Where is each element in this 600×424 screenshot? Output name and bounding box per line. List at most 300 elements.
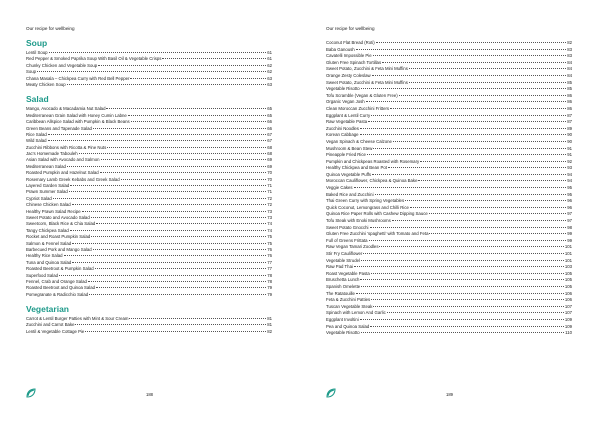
dot-leader (360, 279, 563, 280)
toc-entry (326, 132, 572, 139)
dot-leader (360, 134, 567, 135)
entry-title: Jac's Homemade Tabouleh (26, 151, 78, 157)
dot-leader (354, 187, 567, 188)
dot-leader (372, 174, 566, 175)
entry-page-number: 103 (564, 264, 572, 270)
entry-title: Asian Salad with Avocado and Salmon (26, 157, 100, 163)
entry-title: Cavatelli Impossible Pie (326, 53, 372, 59)
toc-entry (326, 211, 572, 218)
dot-leader (69, 191, 266, 192)
entry-page-number: 69 (267, 157, 272, 163)
right-page (300, 0, 600, 424)
toc-entry (326, 86, 572, 93)
entry-title: The Ratatouille (326, 290, 355, 296)
entry-title: Baba Ganoush (326, 46, 355, 52)
dot-leader (121, 179, 267, 180)
entry-title: Roast Vegetable Pasta (326, 270, 370, 276)
entry-title: Pumpkin and Chickpeas Roasted with Rosemary (326, 158, 420, 164)
toc-entry (326, 330, 572, 337)
toc-entry (326, 40, 572, 47)
entry-title: Stir Fry Cauliflower (326, 251, 363, 256)
entry-page-number: 107 (564, 310, 572, 316)
toc-entry (326, 172, 572, 179)
entry-title: Lentil Soup (26, 50, 48, 55)
toc-entry (326, 165, 572, 172)
dot-leader (82, 211, 267, 212)
dot-leader (72, 243, 266, 244)
entry-title: Zucchini and Carrot Bake (26, 322, 75, 328)
entry-page-number: 71 (267, 183, 272, 189)
entry-title: Tuna and Quinoa Salad (26, 259, 72, 265)
entry-title: Rosemary Lamb Greek Kebabs and Greek Salad (26, 176, 120, 182)
entry-title: Eggplant & Lentil Curry (326, 112, 371, 118)
entry-page-number: 109 (564, 323, 572, 329)
dot-leader (373, 148, 566, 149)
entry-page-number: 67 (267, 131, 272, 137)
entry-title: Sweet Potato and Avocado Salad (26, 214, 90, 220)
running-header: Our recipe for wellbeing (326, 26, 375, 31)
entry-title: Cypriot Salad (26, 195, 52, 201)
entry-page-number: 63 (267, 75, 272, 81)
entry-title: Salmon & Fennel Salad (26, 240, 72, 246)
entry-title: Spinach with Lemon And Garlic (326, 310, 386, 316)
entry-page-number: 66 (267, 119, 272, 125)
entry-title: Healthy Rice Salad (26, 253, 63, 259)
entry-title: Pineapple Fried Rice (326, 152, 366, 158)
entry-title: Clean Moroccan Zucchini Fritters (326, 105, 390, 111)
toc-entry (326, 317, 572, 324)
entry-page-number: 93 (567, 165, 572, 171)
toc-entry (326, 152, 572, 159)
dot-leader (366, 101, 567, 102)
dot-leader (360, 128, 566, 129)
dot-leader (96, 287, 266, 288)
entry-title: Raw Vegan Tamari Zoodles (326, 244, 379, 250)
entry-page-number: 72 (267, 195, 272, 201)
dot-leader (361, 332, 564, 333)
entry-page-number: 66 (267, 125, 272, 131)
toc-entry (326, 225, 572, 232)
entry-page-number: 91 (567, 145, 572, 151)
entry-page-number: 90 (567, 138, 572, 144)
entry-page-number: 61 (267, 50, 272, 55)
entry-page-number: 91 (567, 152, 572, 158)
section-heading: Soup (26, 38, 48, 48)
entry-page-number: 95 (567, 185, 572, 191)
entry-page-number: 67 (267, 138, 272, 144)
dot-leader (129, 318, 266, 319)
dot-leader (101, 159, 267, 160)
entry-title: Lentil & Vegetable Cottage Pie (26, 328, 85, 334)
toc-entry (326, 258, 572, 265)
entry-title: Tangy Chickpea Salad (26, 227, 69, 233)
entry-title: Feta & Zucchini Patties (326, 297, 371, 303)
dot-leader (53, 198, 266, 199)
dot-leader (130, 78, 266, 79)
dot-leader (371, 273, 564, 274)
entry-page-number: 85 (567, 79, 572, 85)
dot-leader (93, 249, 267, 250)
toc-entry (326, 291, 572, 298)
entry-page-number: 86 (567, 92, 572, 98)
dot-leader (376, 42, 567, 43)
dot-leader (382, 62, 566, 63)
toc-entry (26, 292, 272, 298)
toc-entry (326, 73, 572, 80)
entry-page-number: 90 (567, 132, 572, 138)
dot-leader (367, 154, 566, 155)
dot-leader (70, 185, 266, 186)
dot-leader (91, 236, 266, 237)
dot-leader (95, 268, 267, 269)
dot-leader (48, 140, 267, 141)
entry-title: Mediterranean Grain Salad with Honey Cumin Labne (26, 112, 127, 118)
entry-title: Organic Vegan Josh (326, 99, 365, 105)
dot-leader (368, 121, 566, 122)
dot-leader (85, 331, 266, 332)
dot-leader (64, 255, 267, 256)
toc-entry (326, 244, 572, 251)
entry-title: Superfood Salad (26, 272, 59, 278)
entry-title: Zucchini Noodles (326, 125, 359, 131)
toc-entry (326, 231, 572, 238)
entry-title: Green Beans and Tapenade Salad (26, 125, 92, 131)
toc-entry (326, 198, 572, 205)
dot-leader (100, 172, 267, 173)
entry-page-number: 98 (567, 224, 572, 230)
entry-title: Moroccan Cauliflower, Chickpea & Quinoa Bake (326, 178, 418, 184)
entry-title: Quinoa Vegetable Puffs (326, 171, 372, 177)
dot-leader (370, 326, 564, 327)
entry-page-number: 82 (267, 328, 272, 334)
dot-leader (371, 299, 564, 300)
entry-title: Baked Rice and Zucchini (326, 191, 374, 197)
entry-page-number: 69 (267, 163, 272, 169)
dot-leader (361, 88, 567, 89)
dot-leader (363, 253, 564, 254)
entry-title: Raw Pad Thai (326, 264, 353, 270)
entry-title: Vegetable Strudel (326, 257, 360, 263)
entry-page-number: 86 (567, 105, 572, 111)
entry-title: Roasted Pumpkin and Hazelnut Salad (26, 170, 99, 176)
dot-leader (49, 52, 267, 53)
dot-leader (88, 281, 266, 282)
entry-title: Full of Greens Frittata (326, 237, 368, 243)
entry-page-number: 105 (564, 277, 572, 283)
dot-leader (409, 68, 566, 69)
dot-leader (59, 275, 266, 276)
toc-entry (326, 251, 572, 258)
dot-leader (405, 200, 566, 201)
dot-leader (98, 65, 266, 66)
entry-page-number: 99 (567, 231, 572, 237)
entry-title: Sweet Potato, Zucchini & Feta Mini Muffins (326, 66, 408, 72)
entry-page-number: 84 (567, 59, 572, 65)
entry-title: Pea and Quinoa Salad (326, 323, 370, 329)
entry-title: Mango, Avocado & Macadamia Nut Salad (26, 106, 106, 112)
toc-entry (326, 192, 572, 199)
dot-leader (392, 220, 566, 221)
dot-leader (387, 312, 564, 313)
entry-title: Sweet Potato, Zucchini & Feta Mini Muffins (326, 79, 408, 85)
entry-title: Carrot & Lentil Burger Patties with Mint & Sour Cream (26, 316, 129, 322)
entry-page-number: 68 (267, 151, 272, 157)
dot-leader (72, 204, 267, 205)
dot-leader (369, 240, 567, 241)
toc-entry (326, 178, 572, 185)
entry-page-number: 84 (567, 72, 572, 78)
entry-page-number: 106 (564, 297, 572, 303)
entry-page-number: 96 (567, 198, 572, 204)
dot-leader (356, 49, 567, 50)
entry-title: Barbecued Pork and Mango Salad (26, 246, 92, 252)
entry-title: Fennel, Crab and Orange Salad (26, 278, 87, 284)
entry-title: Thai Green Curry with Spring Vegetables (326, 198, 405, 204)
toc-entry (326, 284, 572, 291)
dot-leader (67, 84, 267, 85)
toc-entry (26, 82, 272, 88)
entry-title: Quinoa Rice Paper Rolls with Cashew Dipping Sauce (326, 211, 428, 217)
toc-entry (326, 304, 572, 311)
dot-leader (373, 306, 563, 307)
entry-page-number: 89 (567, 125, 572, 131)
entry-title: Raw Vegetable Pasta (326, 119, 368, 125)
toc-entry (326, 126, 572, 133)
entry-title: Roasted Beetroot & Pumpkin Salad (26, 266, 94, 272)
entry-page-number: 70 (267, 176, 272, 182)
entry-title: Veggie Cakes (326, 185, 353, 191)
dot-leader (106, 108, 266, 109)
entry-page-number: 75 (267, 240, 272, 246)
entry-page-number: 72 (267, 202, 272, 208)
dot-leader (390, 108, 566, 109)
entry-title: Mushroom & Bean Stew (326, 145, 373, 151)
toc-entry (326, 238, 572, 245)
section-heading: Vegetarian (26, 304, 69, 315)
entry-title: Rice Salad (26, 131, 47, 137)
entry-page-number: 85 (567, 86, 572, 92)
entry-page-number: 77 (267, 259, 272, 265)
entry-title: Pomegranate & Radicchio Salad (26, 291, 89, 297)
entry-title: Caribbean Allspice Salad with Pumpkin & Black Beans (26, 119, 130, 125)
entry-title: Tuscan Vegetable Steak (326, 303, 373, 309)
entry-page-number: 105 (564, 270, 572, 276)
dot-leader (361, 260, 564, 261)
entry-title: Korean Cabbage (326, 132, 359, 138)
entry-page-number: 110 (565, 330, 572, 336)
table-of-contents (26, 38, 272, 335)
entry-page-number: 62 (267, 62, 272, 68)
dot-leader (354, 266, 564, 267)
entry-title: Tofu Steak with Enoki Mushrooms (326, 218, 391, 224)
entry-page-number: 79 (267, 291, 272, 297)
leaf-logo-icon (326, 388, 336, 398)
toc-entry (326, 146, 572, 153)
toc-entry (326, 139, 572, 146)
entry-page-number: 101 (564, 244, 572, 250)
toc-entry (326, 80, 572, 87)
dot-leader (72, 262, 266, 263)
dot-leader (128, 115, 266, 116)
entry-page-number: 76 (267, 253, 272, 259)
entry-title: Quick Coconut, Lemongrass and Chilli Rice (326, 204, 409, 210)
entry-title: Healthy Chickpea and Bean Pot (326, 165, 387, 171)
entry-page-number: 86 (567, 99, 572, 105)
toc-entry (326, 106, 572, 113)
entry-title: Roasted Beetroot and Quinoa Salad (26, 285, 96, 291)
entry-title: Soup (26, 69, 37, 75)
toc-entry (326, 185, 572, 192)
dot-leader (375, 194, 567, 195)
toc-entry (326, 159, 572, 166)
dot-leader (93, 128, 266, 129)
entry-title: Tofu Scramble (Vegan & Gluten Free) (326, 92, 398, 98)
entry-page-number: 68 (267, 144, 272, 150)
dot-leader (96, 223, 266, 224)
entry-title: Healthy Prawn Salad Recipe (26, 208, 81, 214)
entry-page-number: 74 (267, 221, 272, 227)
entry-title: Vegetable Risotto (326, 86, 360, 92)
entry-page-number: 63 (267, 81, 272, 87)
entry-page-number: 77 (267, 266, 272, 272)
leaf-logo-icon (26, 388, 36, 398)
toc-entry (326, 47, 572, 54)
dot-leader (393, 141, 566, 142)
entry-page-number: 106 (564, 290, 572, 296)
entry-page-number: 61 (267, 56, 272, 62)
entry-page-number: 96 (567, 204, 572, 210)
entry-title: Orange Zesty Coleslaw (326, 72, 371, 78)
dot-leader (67, 166, 266, 167)
entry-page-number: 81 (267, 316, 272, 322)
entry-title: Meaty Chicken Soup (26, 81, 66, 87)
dot-leader (162, 58, 266, 59)
entry-title: Mediterranean Salad (26, 163, 66, 169)
dot-leader (379, 246, 563, 247)
entry-page-number: 97 (567, 211, 572, 217)
entry-page-number: 92 (567, 158, 572, 164)
entry-page-number: 78 (267, 272, 272, 278)
dot-leader (79, 153, 267, 154)
toc-entry (326, 119, 572, 126)
entry-page-number: 84 (567, 66, 572, 72)
entry-title: Sweet Potato Gnocchi (326, 224, 369, 230)
entry-page-number: 73 (267, 214, 272, 220)
dot-leader (429, 233, 566, 234)
dot-leader (75, 324, 266, 325)
entry-title: Layered Garden Salad (26, 183, 70, 189)
entry-page-number: 75 (267, 234, 272, 240)
entry-page-number: 101 (564, 251, 572, 256)
entry-page-number: 65 (267, 106, 272, 112)
dot-leader (409, 82, 566, 83)
entry-page-number: 97 (567, 218, 572, 224)
entry-title: Eggplant Involtini (326, 316, 359, 322)
entry-title: Wild Salad (26, 138, 47, 144)
toc-entry (326, 277, 572, 284)
dot-leader (361, 286, 564, 287)
dot-leader (388, 167, 566, 168)
entry-page-number: 101 (564, 257, 572, 263)
entry-page-number: 62 (267, 69, 272, 75)
entry-page-number: 109 (564, 316, 572, 322)
dot-leader (48, 134, 266, 135)
toc-entry (326, 297, 572, 304)
entry-page-number: 94 (567, 171, 572, 177)
dot-leader (107, 147, 266, 148)
entry-page-number: 95 (567, 191, 572, 197)
entry-title: Prawn Summer Salad (26, 189, 68, 195)
entry-page-number: 73 (267, 208, 272, 214)
entry-title: Gluten Free Zucchini ‘spaghetti’ with Tomato and Feta (326, 231, 429, 237)
entry-page-number: 82 (567, 40, 572, 45)
entry-title: Red Pepper & Smoked Paprika Soup With Basil Oil & Vegetable Crisps (26, 56, 162, 62)
entry-title: Chinese Chicken Salad (26, 202, 71, 208)
entry-page-number: 65 (267, 112, 272, 118)
toc-entry (326, 310, 572, 317)
section-heading: Salad (26, 94, 49, 105)
entry-title: Zucchini Ribbons with Ricotta & Pine Nuts (26, 144, 107, 150)
toc-entry (326, 324, 572, 331)
entry-page-number: 105 (564, 283, 572, 289)
toc-entry (326, 60, 572, 67)
toc-entry (326, 99, 572, 106)
toc-entry (326, 53, 572, 60)
entry-title: Bruschetta Lunch (326, 277, 360, 283)
toc-entry (326, 271, 572, 278)
toc-entry (326, 205, 572, 212)
entry-page-number: 79 (267, 285, 272, 291)
entry-title: Sweetcorn, Black Rice & Chia Salad (26, 221, 96, 227)
entry-page-number: 78 (267, 278, 272, 284)
entry-title: Vegan Spinach & Cheese Calzone (326, 138, 392, 144)
dot-leader (429, 213, 566, 214)
running-header: Our recipe for wellbeing (26, 26, 75, 31)
toc-entry (326, 264, 572, 271)
entry-page-number: 83 (567, 46, 572, 52)
entry-page-number: 99 (567, 237, 572, 243)
entry-title: Chana Masala – Chickpea Curry with Red Bell Pepper (26, 75, 130, 81)
entry-title: Coconut Flat Bread (Roti) (326, 40, 375, 45)
toc-entry (326, 218, 572, 225)
entry-title: Chunky Chicken and Vegetable Soup (26, 62, 98, 68)
entry-page-number: 70 (267, 170, 272, 176)
entry-page-number: 87 (567, 112, 572, 118)
dot-leader (70, 230, 266, 231)
entry-page-number: 81 (267, 322, 272, 328)
page-number: 188 (146, 392, 153, 397)
entry-title: Gluten Free Spinach Tortillas (326, 59, 382, 65)
dot-leader (418, 180, 566, 181)
dot-leader (91, 217, 267, 218)
toc-entry (326, 113, 572, 120)
toc-entry (326, 93, 572, 100)
entry-title: Rocket and Roast Pumpkin Salad (26, 234, 91, 240)
table-of-contents (326, 40, 572, 337)
dot-leader (420, 161, 566, 162)
toc-entry (326, 66, 572, 73)
dot-leader (410, 207, 566, 208)
dot-leader (370, 227, 567, 228)
toc-entry (26, 329, 272, 335)
dot-leader (89, 294, 266, 295)
entry-title: Vegetable Risotto (326, 330, 360, 336)
dot-leader (360, 319, 564, 320)
dot-leader (373, 55, 567, 56)
entry-page-number: 87 (567, 119, 572, 125)
dot-leader (37, 71, 266, 72)
entry-page-number: 107 (564, 303, 572, 309)
